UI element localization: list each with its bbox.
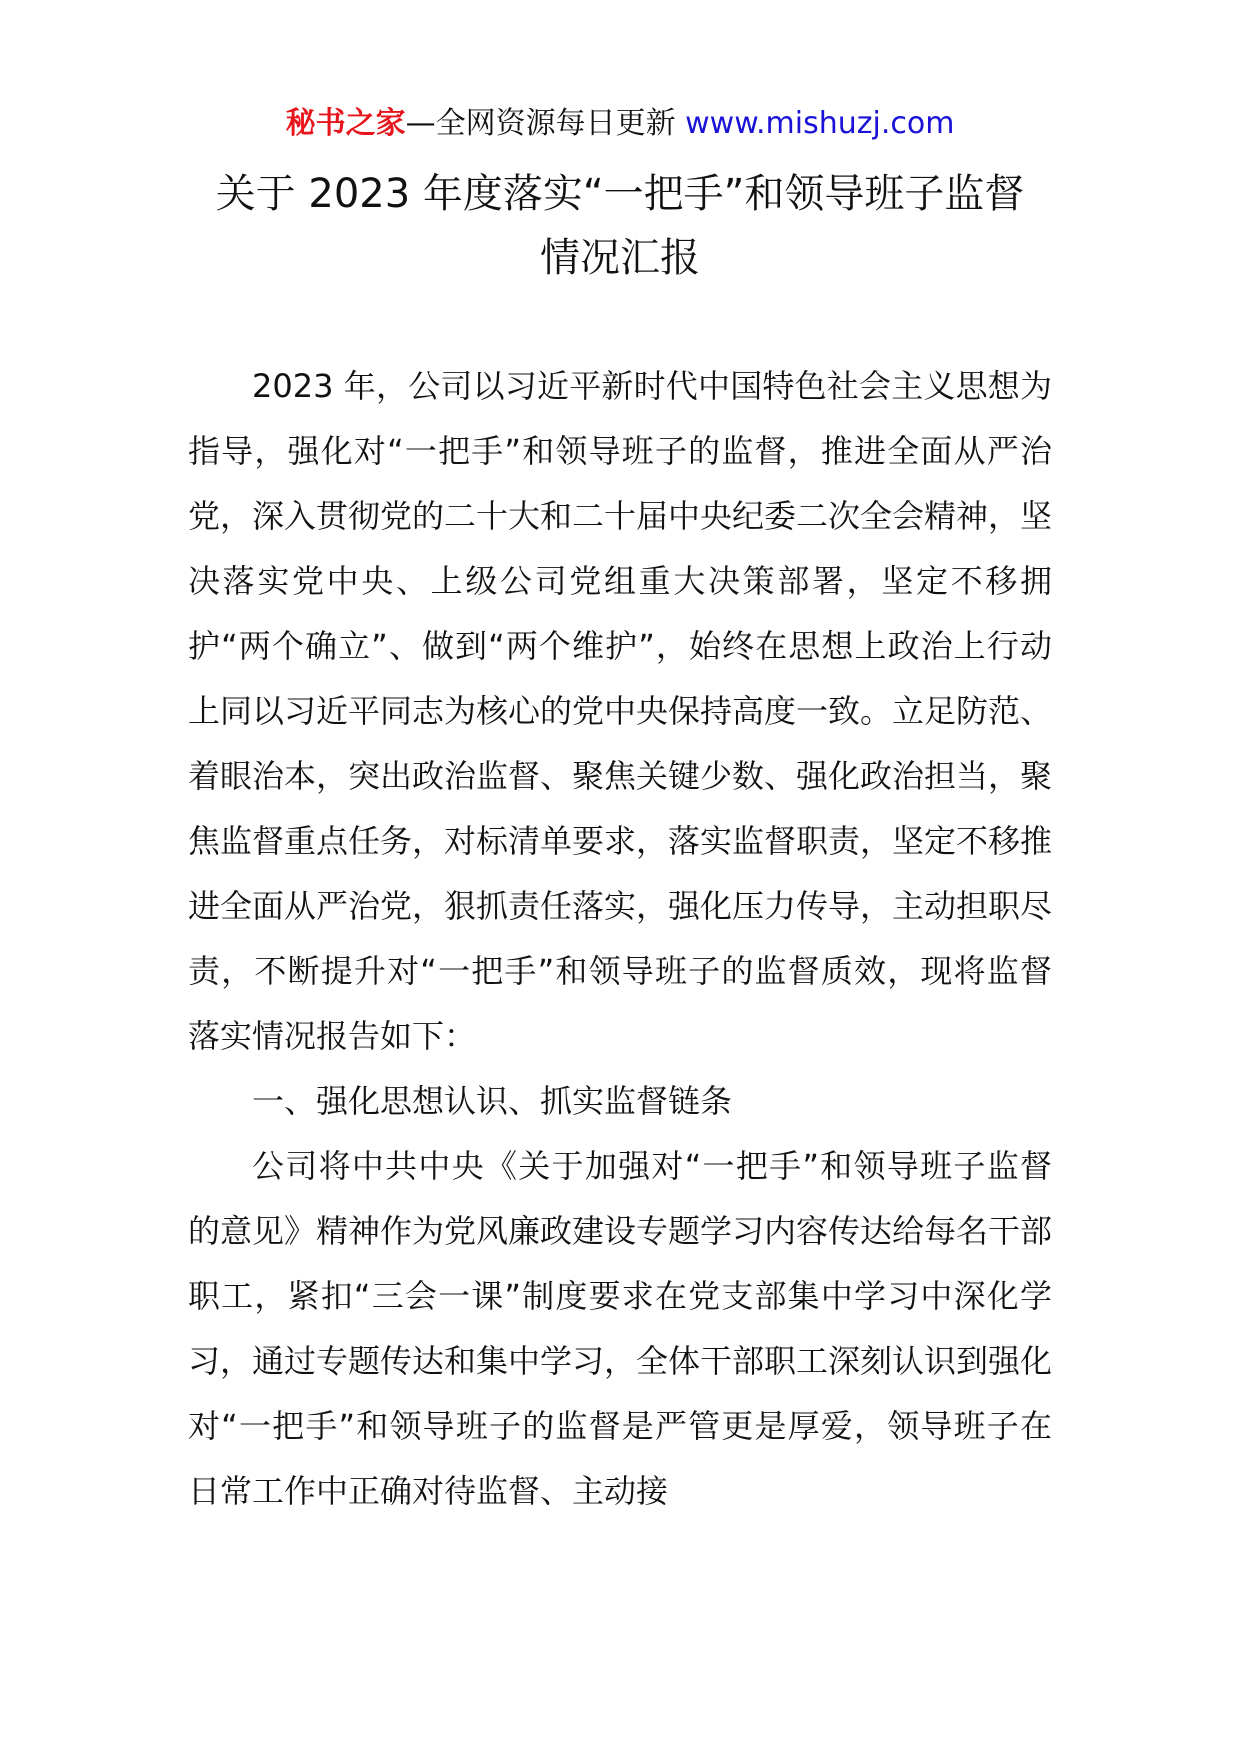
site-url-link[interactable]: www.mishuzj.com	[685, 106, 955, 141]
document-title	[160, 162, 1080, 290]
title-line-2: 情况汇报	[540, 235, 700, 281]
site-header	[0, 102, 1240, 146]
brand-name: 秘书之家	[285, 106, 406, 141]
title-line-1: 关于 2023 年度落实“一把手”和领导班子监督	[215, 171, 1025, 217]
section-heading-1: 一、强化思想认识、抓实监督链条	[252, 1082, 733, 1120]
intro-paragraph: 2023 年，公司以习近平新时代中国特色社会主义思想为指导，强化对“一把手”和领导班子的监督，推进全面从严治党，深入贯彻党的二十大和二十届中央纪委二次全会精神，坚决落实党中央、上级公司党组重大决策部署，坚定不移拥护“两个确立”、做到“两个维护”，始终在思想上政治上行动上同以习近平同志为核心的党中央保持高度一致。立足防范、着眼治本，突出政治监督、聚焦关键少数、强化政治担当，聚焦监督重点任务，对标清单要求，落实监督职责，坚定不移推进全面从严治党，狠抓责任落实，强化压力传导，主动担职尽责，不断提升对“一把手”和领导班子的监督质效，现将监督落实情况报告如下：	[188, 367, 1053, 1055]
section-1-paragraph: 公司将中共中央《关于加强对“一把手”和领导班子监督的意见》精神作为党风廉政建设专题学习内容传达给每名干部职工，紧扣“三会一课”制度要求在党支部集中学习中深化学习，通过专题传达和集中学习，全体干部职工深刻认识到强化对“一把手”和领导班子的监督是严管更是厚爱，领导班子在日常工作中正确对待监督、主动接	[188, 1147, 1053, 1510]
header-tagline: —全网资源每日更新	[405, 106, 676, 141]
document-body	[188, 354, 1052, 1524]
